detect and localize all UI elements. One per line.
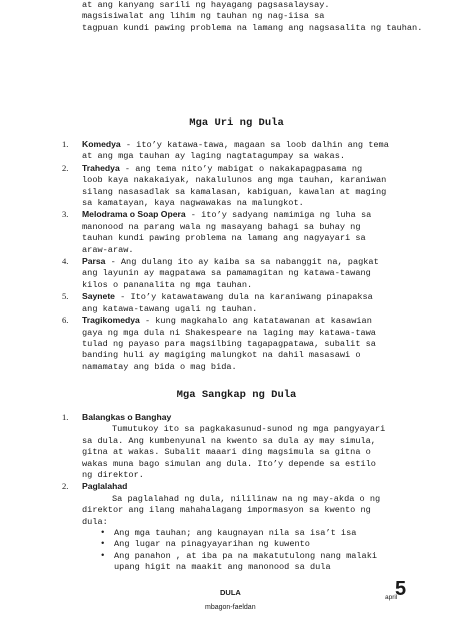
bullet-line: • Ang panahon , at iba pa na makatutulong nang malaki (114, 550, 378, 561)
bullet-line: • Ang mga tauhan; ang kaugnayan nila sa isa’t isa (114, 528, 357, 539)
paragraph-line: ng direktor. (82, 470, 144, 481)
item-number: 4. (62, 256, 69, 267)
paragraph-line: direktor ang ilang mahahalagang impormasyon sa kwento ng (82, 505, 371, 516)
sangkap-ng-dula-list (62, 412, 410, 574)
item-first-line (82, 139, 410, 151)
item-number: 5. (62, 291, 69, 302)
list-item (62, 481, 410, 573)
item-line: ang layunin ay magpatawa sa pamamagitan ng katawa-tawang (82, 268, 371, 279)
bullet-line: upang higit na maakit ang manonood sa dula (114, 562, 331, 573)
top-fragment-line: magsisiwalat ang lihim ng tauhan ng nag-iisa sa (82, 11, 325, 22)
list-item (62, 163, 410, 210)
item-body (82, 424, 410, 481)
item-first-line (82, 315, 410, 327)
footer-author: mbagon-faeldan (205, 604, 256, 611)
item-line: araw-araw. (82, 244, 134, 255)
paragraph-line: dula: (82, 516, 108, 527)
item-line: loob kaya nakakaiyak, nakalulunos ang mga tauhan, karaniwan (82, 175, 387, 186)
page-number: 5 (395, 578, 407, 600)
list-item (62, 412, 410, 481)
item-first-line (82, 291, 410, 303)
paragraph-line: wakas muna bago simulan ang dula. Ito’y depende sa estilo (82, 458, 376, 469)
item-line: at ang mga tauhan ay laging nagtatagumpay sa wakas. (82, 151, 346, 162)
item-term: Parsa (82, 256, 106, 267)
item-number: 1. (62, 139, 69, 149)
bullet-item (102, 539, 410, 550)
bullet-line: • Ang lugar na pinagyayarihan ng kuwento (114, 539, 310, 550)
item-line: gaya ng mga dula ni Shakespeare na laging may katawa-tawa (82, 327, 376, 338)
item-term: Trahedya (82, 162, 120, 173)
item-body (82, 494, 410, 528)
list-item (62, 209, 410, 256)
item-term: Tragikomedya (82, 315, 140, 326)
list-item (62, 291, 410, 315)
item-definition: - Ang dulang ito ay kaiba sa sa nabanggit na, pagkat (105, 257, 379, 268)
top-fragment (82, 0, 423, 34)
item-line: ang katawa-tawang ugali ng tauhan. (82, 303, 258, 314)
item-term: Komedya (82, 139, 121, 149)
item-line: sa kamatayan, kaya nagwawakas na malungkot. (82, 198, 304, 209)
item-definition: - ito’y katawa-tawa, magaan sa loob dalhin ang tema (120, 140, 389, 150)
item-line: namamatay ang bida o mag bida. (82, 361, 237, 372)
bullet-list (82, 528, 410, 574)
top-fragment-line: at ang kanyang sarili ng hayagang pagsasalaysay. (82, 0, 330, 10)
list-item (62, 256, 410, 291)
item-term: Balangkas o Banghay (82, 412, 172, 422)
item-definition: - Ito’y katawatawang dula na karaniwang pinapaksa (114, 292, 373, 303)
list-item (62, 139, 410, 163)
bullet-item (102, 528, 410, 539)
item-line: tauhan kundi pawing problema na lamang ang nagyayari sa (82, 233, 366, 244)
item-line: banding huli ay magiging malungkot na dahil masasawi o (82, 350, 361, 361)
item-definition: - ito’y sadyang namimiga ng luha sa (185, 210, 372, 221)
item-line: kilos o pananalita ng mga tauhan. (82, 279, 253, 290)
paragraph-line: gitna at wakas. Subalit maaari ding magsimula sa gitna o (82, 447, 371, 458)
item-line: silang nasasadlak sa kamalasan, kabiguan, kawalan at maging (82, 186, 387, 197)
item-number: 6. (62, 315, 69, 326)
item-heading (82, 481, 410, 493)
item-number: 2. (62, 481, 69, 492)
item-term: Saynete (82, 291, 115, 302)
item-line: tulad ng payaso para magsilbing tagapagpatawa, subalit sa (82, 338, 376, 349)
item-definition: - kung magkahalo ang katatawanan at kasawian (139, 316, 372, 327)
item-first-line (82, 163, 410, 175)
item-definition: - ang tema nito’y mabigat o nakakapagpasama ng (119, 163, 363, 174)
footer-title: DULA (220, 588, 241, 597)
item-number: 1. (62, 412, 69, 422)
item-line: manonood na parang wala ng masayang bahagi sa buhay ng (82, 221, 361, 232)
list-item (62, 315, 410, 373)
footer-month: april (385, 594, 398, 601)
uri-ng-dula-list (62, 139, 410, 373)
section-title-sangkap: Mga Sangkap ng Dula (176, 389, 297, 401)
item-first-line (82, 209, 410, 221)
item-heading (82, 412, 410, 424)
section-title-uri: Mga Uri ng Dula (189, 117, 284, 129)
top-fragment-line: tagpuan kundi pawing problema na lamang ang nagsasalita ng tauhan. (82, 22, 423, 33)
item-first-line (82, 256, 410, 268)
bullet-item (102, 551, 410, 574)
item-number: 3. (62, 209, 69, 220)
item-term: Paglalahad (82, 481, 128, 492)
paragraph-line: Sa paglalahad ng dula, nililinaw na ng may-akda o ng (112, 493, 381, 504)
paragraph-line: Tumutukoy ito sa pagkakasunud-sunod ng mga pangyayari (112, 424, 386, 435)
item-number: 2. (62, 162, 69, 173)
paragraph-line: sa dula. Ang kumbenyunal na kwento sa dula ay may simula, (82, 435, 376, 446)
item-term: Melodrama o Soap Opera (82, 209, 186, 220)
